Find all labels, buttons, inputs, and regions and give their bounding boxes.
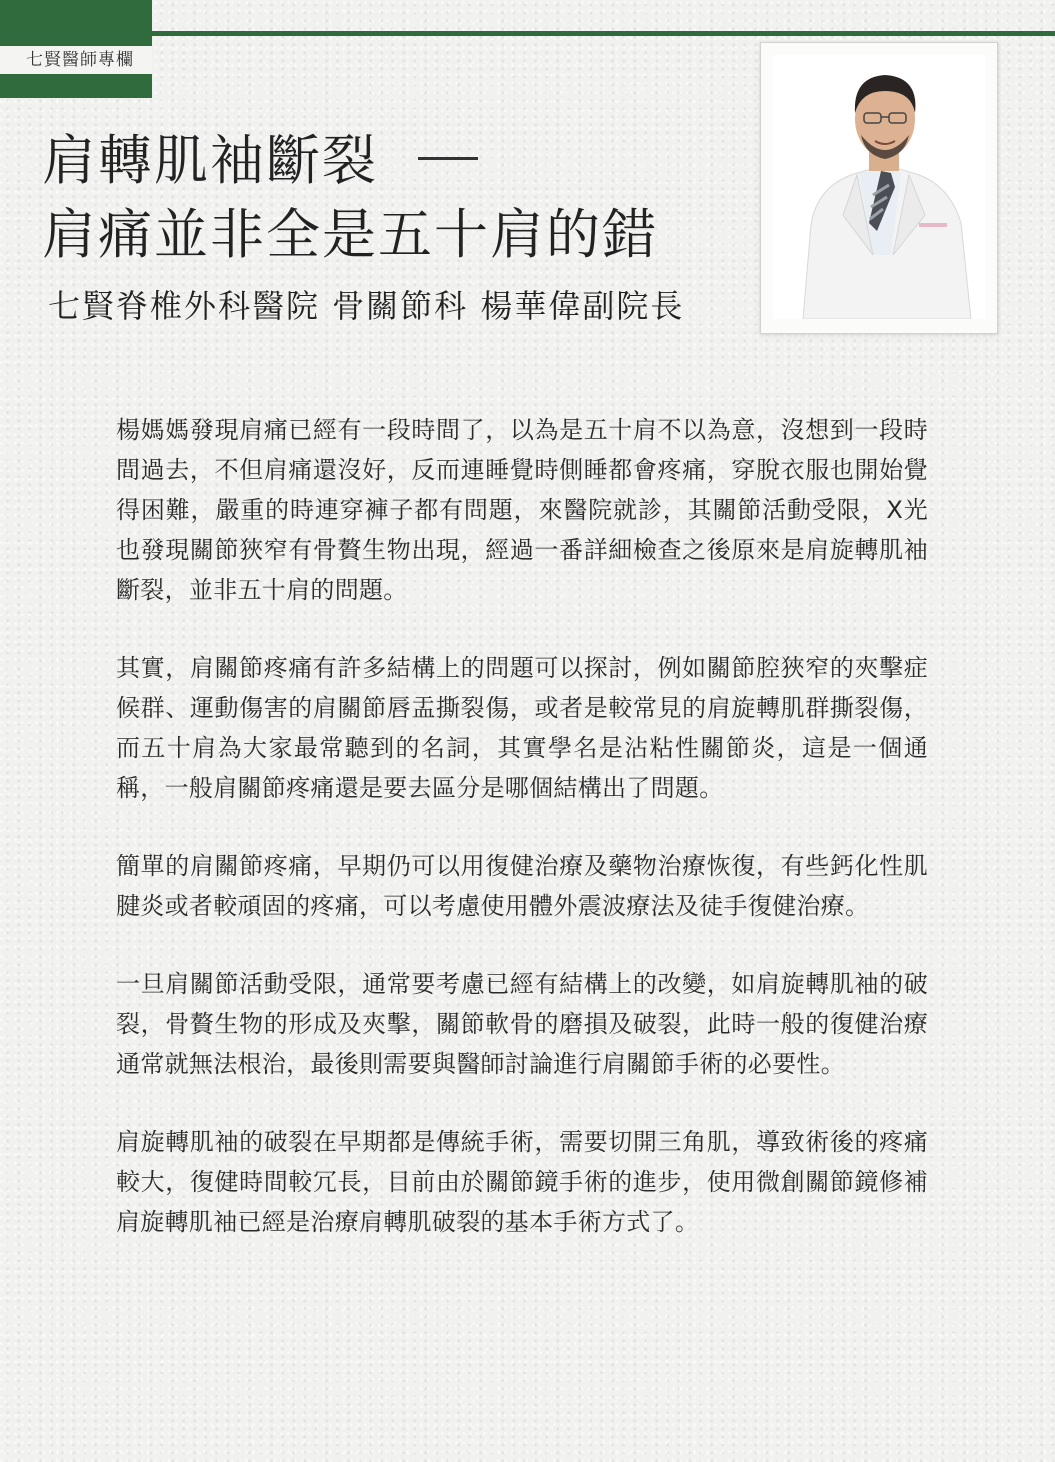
- column-label: 七賢醫師專欄: [0, 46, 152, 74]
- photo-frame: [760, 42, 998, 334]
- article-body: [116, 410, 928, 1280]
- title-line-1-text: 肩轉肌袖斷裂: [42, 129, 378, 192]
- title-line-2: 肩痛並非全是五十肩的錯: [42, 203, 658, 266]
- doctor-portrait-icon: [773, 55, 985, 319]
- title-line-1: [42, 126, 478, 196]
- article-paragraph-2: 其實，肩關節疼痛有許多結構上的問題可以探討，例如關節腔狹窄的夾擊症候群、運動傷害的肩關節唇盂撕裂傷，或者是較常見的肩旋轉肌群撕裂傷，而五十肩為大家最常聽到的名詞，其實學名是沾粘性關節炎，這是一個通稱，一般肩關節疼痛還是要去區分是哪個結構出了問題。: [116, 654, 928, 802]
- doctor-portrait-photo: [773, 55, 985, 319]
- article-paragraph-3: 簡單的肩關節疼痛，早期仍可以用復健治療及藥物治療恢復，有些鈣化性肌腱炎或者較頑固的疼痛，可以考慮使用體外震波療法及徒手復健治療。: [116, 852, 928, 920]
- article-paragraph-5: 肩旋轉肌袖的破裂在早期都是傳統手術，需要切開三角肌，導致術後的疼痛較大，復健時間較冗長，目前由於關節鏡手術的進步，使用微創關節鏡修補肩旋轉肌袖已經是治療肩轉肌破裂的基本手術方式了。: [116, 1128, 928, 1236]
- author-byline: 七賢脊椎外科醫院 骨關節科 楊華偉副院長: [48, 287, 685, 325]
- article-paragraph-1: 楊媽媽發現肩痛已經有一段時間了，以為是五十肩不以為意，沒想到一段時間過去，不但肩痛還沒好，反而連睡覺時側睡都會疼痛，穿脫衣服也開始覺得困難，嚴重的時連穿褲子都有問題，來醫院就診，其關節活動受限，X光也發現關節狹窄有骨贅生物出現，經過一番詳細檢查之後原來是肩旋轉肌袖斷裂，並非五十肩的問題。: [116, 416, 928, 604]
- header-rule: [152, 31, 1055, 36]
- article-paragraph-4: 一旦肩關節活動受限，通常要考慮已經有結構上的改變，如肩旋轉肌袖的破裂，骨贅生物的形成及夾擊，關節軟骨的磨損及破裂，此時一般的復健治療通常就無法根治，最後則需要與醫師討論進行肩關節手術的必要性。: [116, 970, 928, 1078]
- title-dash: [418, 157, 478, 160]
